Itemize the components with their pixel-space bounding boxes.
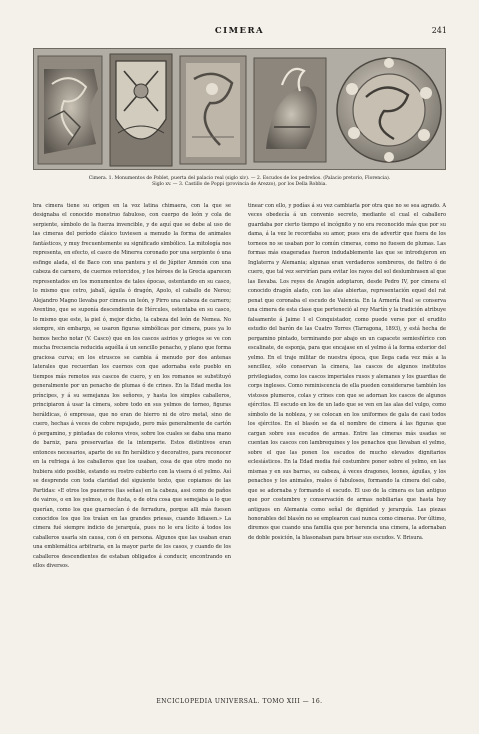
- left-column-text: bra cimera tiene su origen en la voz latina chimaera, con la que se designaba el conocido monstruo fabuloso, con cuerpo de león y cola de serpiente, símbolo de la fuerza invencible, y de aquí que se debe al uso de las cimeras del período clásico tuviesen a menudo la forma de animales fantásticos, y muy frecuentemente su significado simbólico. La mitología nos representa, en efecto, el casco de Minerva coronado por una serpiente ó una esfinge alada, el de Baco con una pantera y el de Júpiter Ammón con una cabeza de carnero, de cuernos retorcidos, y los héroes de la Grecia aparecen representados en los monumentos de tales épocas, ostentando en su casco, lo mismo que cetro, jabalí, águila ó dragón, Apolo, el caballo de Nereo; Alejandro Magno llevaba por cimera un león, y Pirro una cabeza de carnero; Aventino, que se suponía descendiente de Hércules, ostentaba en su casco, lo mismo que este, la piel ó, mejor dicho, la cabeza del león de Nemea. No siempre, sin embargo, se usaron figuras simbólicas por cimera, pues ya lo hemos hecho notar (V. Casco) que en los cascos asirios y griegos se ve con mucha frecuencia reducida aquélla á un sencillo penacho, y plano que forma graciosa curva; en los etruscos se cambia á menudo por dos antenas laterales que recuerdan los cuernos con que adornaba este pueblo en tiempos más remotos sus cascos de cuero, y en los romanos se substituyó generalmente por un penacho de plumas ó de crines. En la Edad media los príncipes, y á su semejanza los señores, y hasta los simples caballeros, principiaron á usar la cimera, sobre todo en sus yelmos de torneo, figuras heráldicas, ó empresas, que no eran de hierro ni de otro metal, sino de cuero, hechas á veces de cobre repujado, pero más generalmente de cartón ó pergamino, y pintadas de colores vivos, sobre los cuales se daba una mano de barniz, para preservarlas de la intemperie. Estos distintivos eran entonces necesarios, aparte de su fin heráldico y decorativo, para reconocer en la refriega á los caballeros que los usaban, cosa de que otro modo no hubiera sido posible, estando su rostro cubierto con la visera ó el yelmo. Así se desprende con toda claridad del siguiente texto, que copiamos de las Partidas: «E otros los pueneros (las señas) en la cabeza, assi como de paños de vairos, o en los yelmos, o de fusta, o de otra cosa que semejaba a lo que querían, como los que guarnecían ó de ferradura, porque alli más fuesen conocidos los que los traían en las grandes priesas, cuando lidiasen.» La cimera fué siempre indicio de jerarquía, pues no le era lícito á todos los caballeros usarla sin causa, con ó en persona. Algunos que las usaban eran una emblemática arbitraria, en la mayor parte de los casos, y cuando de los caballeros descendientes de estaban obligados á conducir, encontrando en ellos diversos.: [33, 203, 231, 570]
- article-body: [33, 202, 446, 692]
- illustration-plate: [33, 48, 446, 170]
- running-title: CIMERA: [214, 26, 265, 36]
- right-column: [248, 202, 446, 543]
- figure-4-helmet-crest: [254, 58, 326, 162]
- caption-line-1: Cimera. 1. Monumentos de Poblet, puerta del palacio real (siglo xiv). — 2. Escudos de los pedreños. (Palacio pretorio, Florencia).: [88, 176, 391, 181]
- page-header: [30, 26, 449, 38]
- left-column: [33, 202, 231, 572]
- page-number: 241: [431, 26, 447, 35]
- illustration-caption: [33, 176, 446, 188]
- figure-5-della-robbia-wreath: [337, 58, 441, 162]
- page-footer: ENCICLOPEDIA UNIVERSAL. TOMO XIII — 16.: [156, 698, 323, 705]
- right-column-text: tinear con ello, y podías á su vez cambiarla por otra que no se sea agrado. A veces obedecía á un convenio secreto, mediante el cual el caballero guardaba por cierto tiempo el incógnito y no era reconocido más que por su dama, á la vez le recordaba su amor, pues era de advertir que fuera de los torneos no se usaban por lo común cimeras, como no fuesen de plumas. Las formas más exageradas fueron indudablemente las que se introdujeron en Inglaterra y Alemania; algunas eran verdaderos sombreros, de fieltro ó de cuero, que tal vez servirían para evitar los rayos del sol deslumbrasen al que las llevaba. Los reyes de Aragón adoptaron, desde Pedro IV, por cimera el conocido dragón alado, con las alas abiertas, representación equel del rat penat que coronaba el escudo de Valencia. En la Armería Real se conserva una cimera de esta clase que perteneció al rey Martín y la tradición atribuye falsamente á Jaime I el Conquistador, como puede verse por el erudito estudio del barón de las Cuatro Torres (Tarragona, 1893), y está hecha de pergamino pintado, terminando por abajo en un capacete semiesférico con escalinate, de esponja, para que encajase en el yelmo á la forma exterior del yelmo. En el traje militar de nuestra época, que llega cada vez más a la sencillez, sólo conservan la cimera, las cascos de algunos institutos privilegiados, como los cascos imperiales rusos y alemanes y los guardias de corps ingleses. Como reminiscencia de ella pueden considerarse también los vistosos plumeros, colas y crines con que se adornan los cascos de algunos ejércitos. El escudo en los de un lado que se ven en las alas del vulgo, como símbolo de la nobleza, y se colocan en los uniformes de gala de casi todos los ejércitos. En el blasón se da el nombre de cimera á las figuras que cargan sobre sus escudos de armas. Entre las cimeras más usadas se cuentan los cascos con lambrequines y los penachos que llevaban el yelmo, sobre el que las ponen los escudos de mucho elevados dignitarios eclesiásticos. En la Edad media fué costumbre poner sobre el yelmo, en las mismas y en sus barras, su cabeza, á veces dragones, leones, águilas, y los penachos y los animales, reales ó fabulosos, formando la cimera del cabo, que se adornaba y formando el escudo. El uso de la cimera es tan antiguo que por costumbre y conservación de armas nobiliarias que hasta hoy antiguos en Alemania como señal de dignidad y jerarquía. Las piezas honorables del blasón no se emplearon casi nunca como cimeras. Por último, diremos que cuando una familia que por herencia una cimera, la adornaban de doble posición, la blasonaban para brisar sus escudos. V. Brisura.: [248, 203, 446, 541]
- illustration-figures: [34, 49, 446, 170]
- caption-line-2: Siglo xv. — 3. Castillo de Poppi (provincia de Arezzo), por los Della Robbia.: [152, 182, 327, 188]
- figure-2-stone-escutcheon: [110, 54, 172, 166]
- figure-1-poblet-relief: [38, 56, 102, 164]
- figure-3-carved-panel: [180, 56, 246, 164]
